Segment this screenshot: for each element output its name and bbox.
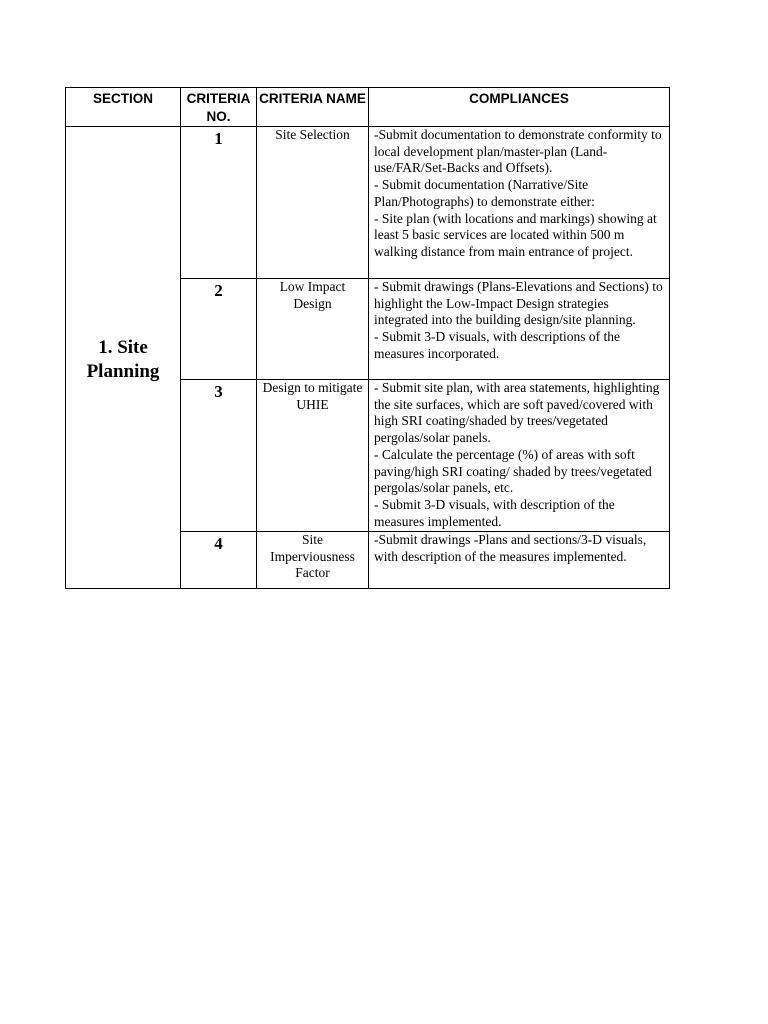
section-cell xyxy=(66,127,181,589)
compliance-item: - Submit 3-D visuals, with description of the measures implemented. xyxy=(374,496,615,529)
compliance-item: - Submit site plan, with area statements, highlighting the site surfaces, which are soft paved/covered with high SRI coating/shaded by trees/vegetated pergolas/solar panels. xyxy=(374,380,660,446)
compliances-cell xyxy=(369,279,670,380)
compliance-item: - Submit documentation (Narrative/Site Plan/Photographs) to demonstrate either: xyxy=(374,177,595,209)
compliance-item: -Submit documentation to demonstrate conformity to local development plan/master-plan (Land-use/FAR/Set-Backs and Offsets). xyxy=(374,127,662,176)
header-row xyxy=(66,88,670,127)
compliance-item: - Site plan (with locations and markings) showing at least 5 basic services are located within 500 m walking distance from main entrance of project. xyxy=(374,210,657,259)
compliance-item: - Submit drawings (Plans-Elevations and Sections) to highlight the Low-Impact Design strategies integrated into the building design/site planning. xyxy=(374,279,663,328)
criteria-name: Site Imperviousness Factor xyxy=(257,532,369,589)
compliance-item: - Submit 3-D visuals, with descriptions of the measures incorporated. xyxy=(374,329,620,361)
compliances-cell xyxy=(369,380,670,532)
header-compliances: COMPLIANCES xyxy=(369,88,670,127)
criteria-no: 4 xyxy=(181,532,257,589)
compliances-cell xyxy=(369,127,670,279)
header-criteria-name: CRITERIA NAME xyxy=(257,88,369,127)
criteria-name: Site Selection xyxy=(257,127,369,279)
criteria-no: 1 xyxy=(181,127,257,279)
compliance-item: -Submit drawings -Plans and sections/3-D visuals, with description of the measures implemented. xyxy=(374,532,647,564)
criteria-name: Low Impact Design xyxy=(257,279,369,380)
criteria-name: Design to mitigate UHIE xyxy=(257,380,369,532)
section-label: 1. Site Planning xyxy=(86,336,160,382)
criteria-no: 3 xyxy=(181,380,257,532)
compliance-item: - Calculate the percentage (%) of areas with soft paving/high SRI coating/ shaded by trees/vegetated pergolas/solar panels, etc. xyxy=(374,446,652,496)
compliances-cell xyxy=(369,532,670,589)
table-row xyxy=(66,127,670,279)
header-section: SECTION xyxy=(66,88,181,127)
criteria-table xyxy=(65,87,670,589)
header-criteria-no: CRITERIA NO. xyxy=(181,88,257,127)
criteria-no: 2 xyxy=(181,279,257,380)
